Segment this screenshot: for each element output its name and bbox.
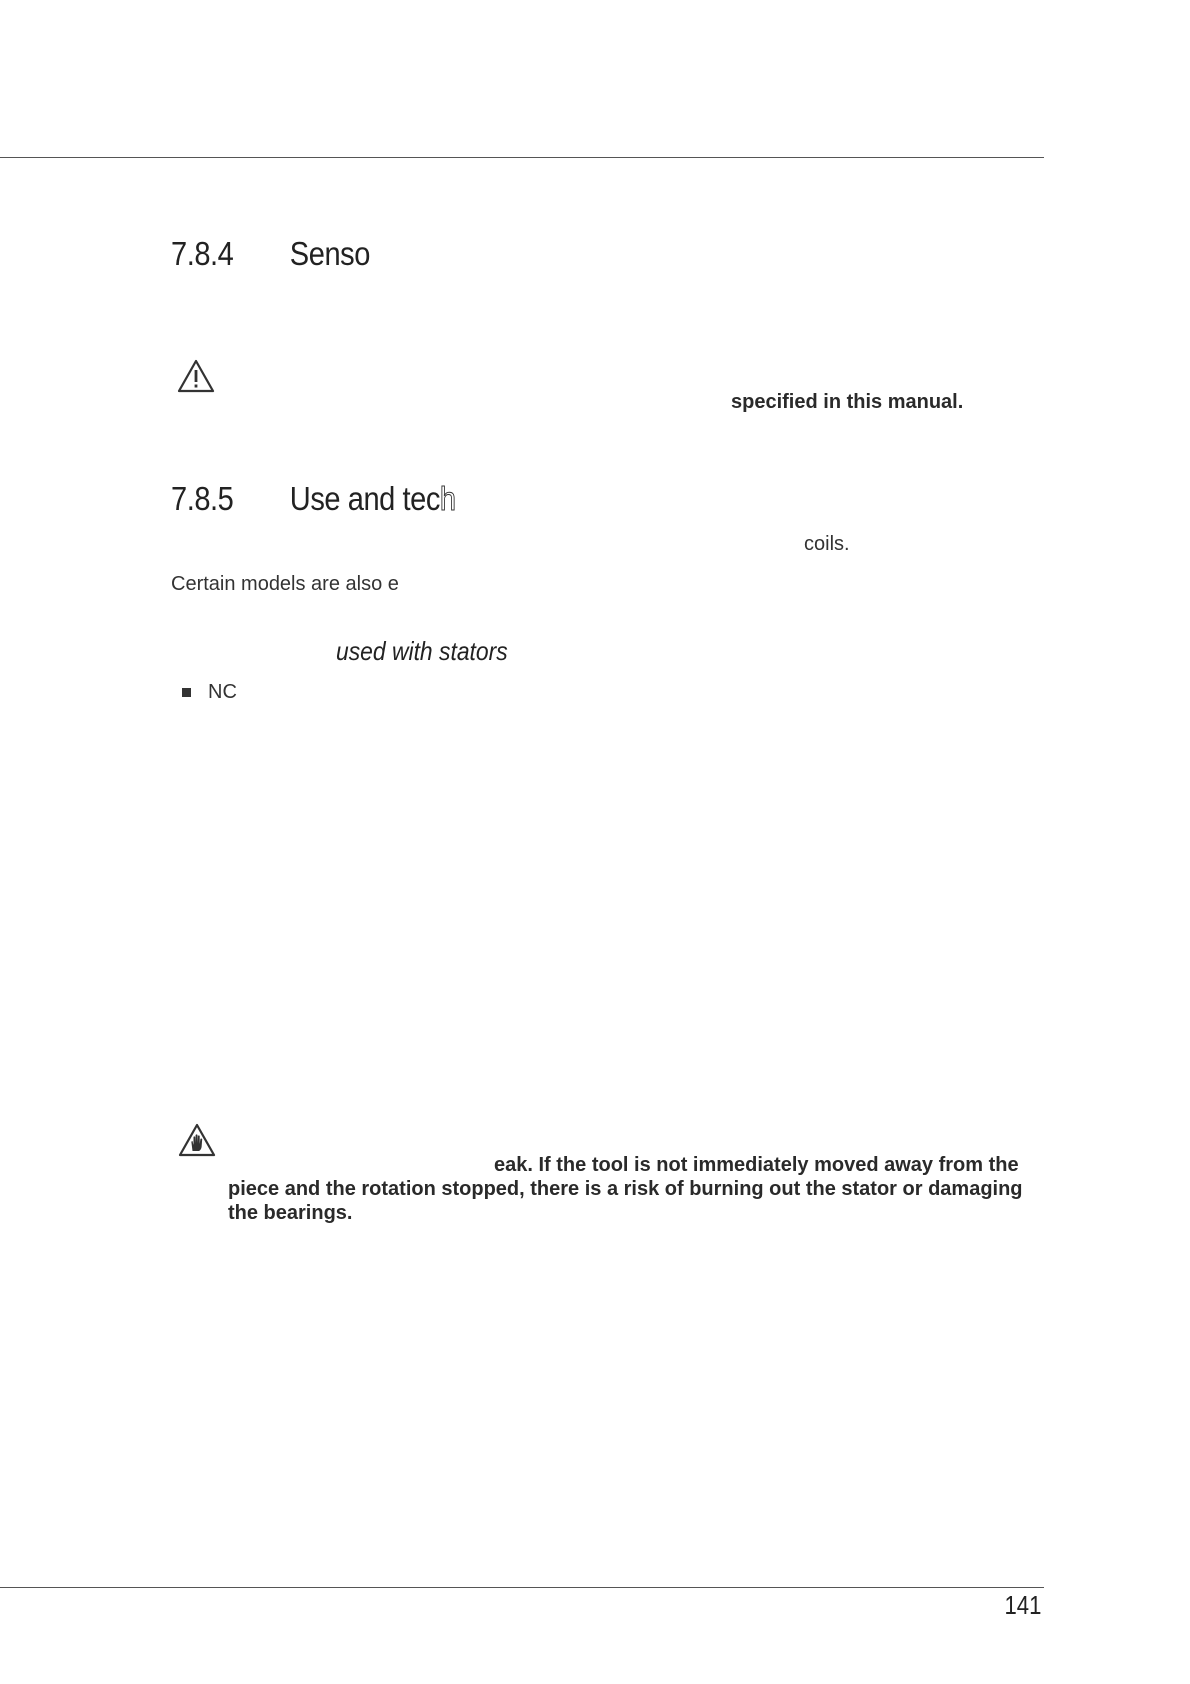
section-number: 7.8.4 (171, 235, 234, 272)
body-text-line: Certain models are also e (171, 573, 399, 595)
bullet-square-icon (182, 688, 191, 697)
warning-text-line: the bearings. (228, 1202, 353, 1224)
warning-text: specified in this manual. (731, 391, 964, 413)
bullet-item-text: NC (208, 681, 237, 703)
header-rule (0, 157, 1044, 158)
warning-text-line: piece and the rotation stopped, there is a risk of burning out the stator or damaging (228, 1178, 1023, 1200)
page-number: 141 (1004, 1590, 1041, 1620)
section-title: Senso (289, 235, 370, 272)
stop-hand-icon (177, 1122, 217, 1158)
subheading: used with stators (336, 636, 508, 666)
section-title: Use and tech (289, 480, 456, 517)
warning-text-line: eak. If the tool is not immediately moved away from the (494, 1154, 1019, 1176)
section-number: 7.8.5 (171, 480, 234, 517)
footer-rule (0, 1587, 1044, 1588)
warning-triangle-icon (176, 358, 216, 394)
body-text-line: coils. (804, 533, 850, 555)
